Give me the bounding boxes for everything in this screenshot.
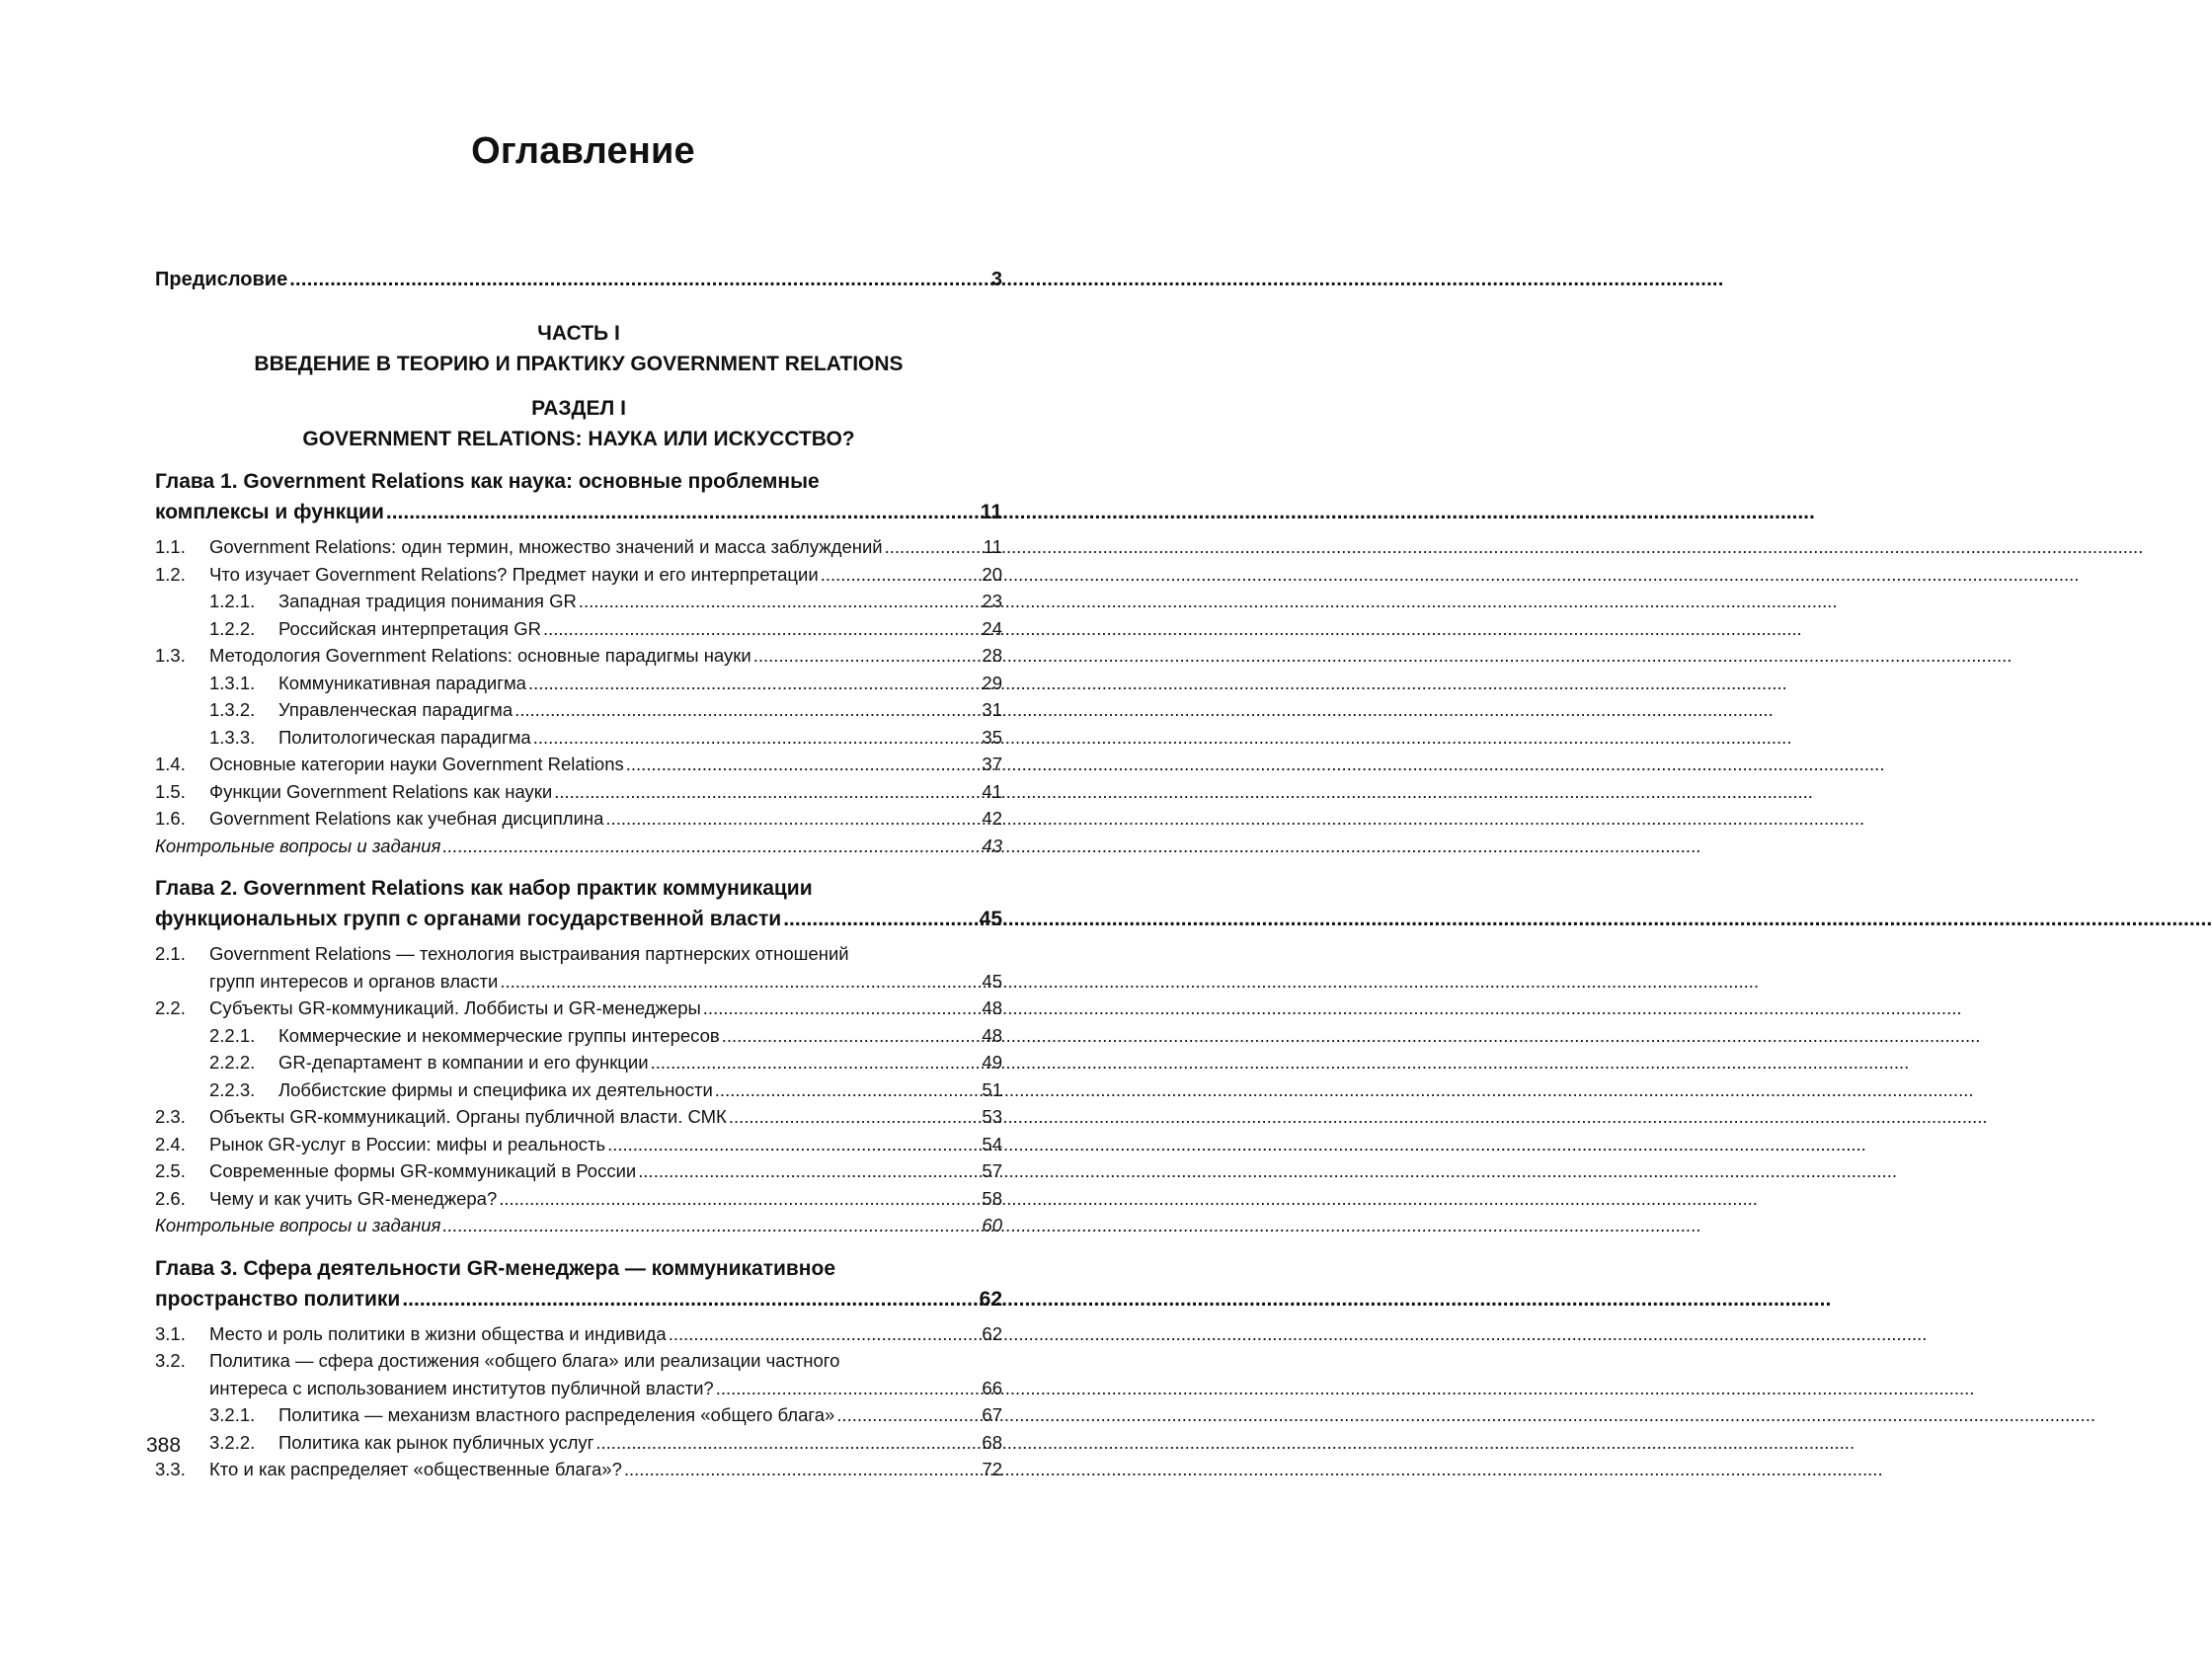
toc-entry-number: 1.6. [155,808,186,829]
toc-entry-title: Западная традиция понимания GR [278,591,577,611]
section-heading [155,393,1002,454]
chapter-title-line1: Глава 2. Government Relations как набор практик коммуникации [155,877,813,900]
toc-entry-title: Российская интерпретация GR [278,617,541,639]
toc-entry-number: 2.2.1. [209,1024,256,1046]
toc-entry-page: 48 [982,1024,1002,1046]
leader-dots [554,778,980,806]
toc-entry-number: 2.3. [155,1106,186,1127]
toc-entry-page: 11 [983,536,1002,557]
part-heading [155,318,1002,379]
leader-dots [528,670,980,697]
chapter-entries [155,1320,1002,1483]
toc-entry-title: Government Relations — технология выстраивания партнерских отношений [209,943,849,964]
toc-entry[interactable] [155,751,1002,778]
chapter-page: 62 [979,1287,1002,1311]
toc-entry-page: 72 [982,1459,1002,1479]
leader-dots [716,1375,981,1402]
toc-entry-title: Субъекты GR-коммуникаций. Лоббисты и GR-менеджеры [209,997,701,1018]
toc-entry-page: 62 [982,1322,1002,1344]
toc-entry-number: 2.1. [155,943,186,964]
toc-entry-title: Политологическая парадигма [278,726,531,748]
toc-entry-number: 3.1. [155,1322,186,1344]
section-label: РАЗДЕЛ I [531,397,626,420]
chapter-entries [155,533,1002,859]
toc-entry[interactable] [155,778,1002,806]
toc-entry-number: 2.6. [155,1187,186,1209]
toc-entry-page: 37 [982,754,1002,774]
chapter-heading[interactable] [155,1253,1002,1314]
toc-entry-title: Контрольные вопросы и задания [155,1215,441,1235]
toc-entry-number: 1.3. [155,645,186,666]
toc-entry-page: 42 [982,808,1002,829]
toc-subentry[interactable] [155,1401,1002,1429]
toc-entry-title: Контрольные вопросы и задания [155,835,441,856]
leader-dots [514,696,980,724]
toc-preface[interactable] [155,265,1002,294]
part-title: ВВЕДЕНИЕ В ТЕОРИЮ И ПРАКТИКУ GOVERNMENT RELATIONS [254,353,904,375]
chapter-page: 11 [980,501,1002,523]
toc-entry[interactable] [155,533,1002,561]
toc-entry-title: Лоббистские фирмы и специфика их деятельности [278,1078,713,1100]
toc-entry-page: 31 [982,699,1002,720]
toc-subentry[interactable] [155,1429,1002,1457]
toc-entry-number: 3.2.1. [209,1404,256,1425]
toc-entry-number: 1.2.1. [209,591,256,611]
toc-entry-page: 29 [982,672,1002,693]
toc-entry-title: Современные формы GR-коммуникаций в России [209,1160,637,1181]
toc-entry[interactable] [155,1185,1002,1213]
leader-dots [624,1456,981,1483]
toc-entry-number: 2.2.2. [209,1052,256,1073]
toc-entry[interactable] [155,1456,1002,1483]
toc-entry[interactable] [155,1347,1002,1401]
toc-entry-title: Место и роль политики в жизни общества и индивида [209,1322,667,1344]
leader-dots [722,1022,981,1050]
toc-entry-title: Управленческая парадигма [278,699,514,720]
leader-dots [836,1401,980,1429]
leader-dots [783,904,977,934]
toc-entry-page: 66 [982,1377,1002,1398]
toc-entry-title: Коммерческие и некоммерческие группы интересов [278,1024,720,1046]
toc-entry-title: Объекты GR-коммуникаций. Органы публичной власти. СМК [209,1106,727,1127]
toc-entry-number: 3.2. [155,1350,186,1371]
chapter-title-line2: комплексы и функции [155,501,384,523]
leader-dots [402,1284,977,1314]
toc-entry-number: 1.3.1. [209,672,256,693]
toc-entry-page: 43 [982,835,1002,856]
toc-entry-number: 1.3.2. [209,699,256,720]
toc-entry-title: Методология Government Relations: основные парадигмы науки [209,645,751,666]
table-of-contents [155,265,1002,1483]
toc-entry-page: 57 [982,1160,1002,1181]
toc-entry-title: Что изучает Government Relations? Предмет науки и его интерпретации [209,563,819,585]
toc-entry-title: Политика — сфера достижения «общего блага» или реализации частного [209,1350,840,1371]
toc-subentry[interactable] [155,696,1002,724]
toc-subentry[interactable] [155,724,1002,752]
section-title: GOVERNMENT RELATIONS: НАУКА ИЛИ ИСКУССТВО? [302,428,855,450]
toc-entry-page: 48 [982,997,1002,1018]
leader-dots [605,805,980,833]
toc-entry-title: Политика — механизм властного распределения «общего блага» [278,1404,835,1425]
leader-dots [533,724,981,752]
chapter-heading[interactable] [155,466,1002,527]
toc-subentry[interactable] [155,1076,1002,1104]
toc-entry[interactable] [155,995,1002,1022]
chapter-heading[interactable] [155,873,1002,934]
toc-entry[interactable] [155,1131,1002,1158]
leader-dots [607,1131,980,1158]
toc-entry-title: Чему и как учить GR-менеджера? [209,1187,498,1209]
toc-entry-title: Government Relations: один термин, множество значений и масса заблуждений [209,536,883,557]
toc-entry[interactable] [155,561,1002,589]
toc-entry-page: 68 [982,1431,1002,1453]
chapter-page: 45 [979,908,1002,930]
leader-dots [543,615,980,643]
leader-dots [715,1076,981,1104]
toc-review-questions[interactable] [155,1212,1002,1239]
leader-dots [821,561,981,589]
toc-entry-title: Политика как рынок публичных услуг [278,1431,594,1453]
toc-entry-page: 45 [982,970,1002,992]
toc-entry-title: Рынок GR-услуг в России: мифы и реальность [209,1133,606,1154]
toc-entry-page: 35 [982,726,1002,748]
toc-entry-page: 20 [982,563,1002,585]
toc-entry-number: 3.3. [155,1459,186,1479]
toc-subentry[interactable] [155,1022,1002,1050]
toc-entry-page: 24 [982,617,1002,639]
chapter-entries [155,940,1002,1239]
toc-entry-number: 2.4. [155,1133,186,1154]
chapter-title-line1: Глава 1. Government Relations как наука: основные проблемные [155,470,820,493]
leader-dots [703,995,981,1022]
toc-entry[interactable] [155,940,1002,995]
leader-dots [499,1185,980,1213]
toc-entry-number: 3.2.2. [209,1431,256,1453]
leader-dots [753,642,981,670]
leader-dots [595,1429,980,1457]
toc-entry-page: 49 [982,1052,1002,1073]
toc-entry-number: 1.5. [155,780,186,802]
toc-entry[interactable] [155,642,1002,670]
toc-entry-title-continued: групп интересов и органов власти [209,970,499,992]
toc-entry-page: 23 [982,591,1002,611]
page-title: Оглавление [471,130,695,172]
leader-dots [386,497,979,527]
toc-entry-page: 51 [982,1078,1002,1100]
toc-entry-number: 1.1. [155,536,186,557]
toc-entry-page: 28 [982,645,1002,666]
leader-dots [442,1212,980,1239]
toc-subentry[interactable] [155,615,1002,643]
toc-entry-page: 58 [982,1187,1002,1209]
chapter-title-line2: пространство политики [155,1287,401,1311]
toc-entry-page: 53 [982,1106,1002,1127]
chapter-title-line2: функциональных групп с органами государственной власти [155,908,782,930]
toc-subentry[interactable] [155,670,1002,697]
toc-review-questions[interactable] [155,833,1002,860]
toc-entry-title: Функции Government Relations как науки [209,780,553,802]
leader-dots [442,833,980,860]
toc-entry[interactable] [155,1157,1002,1185]
leader-dots [500,968,980,995]
toc-entry[interactable] [155,1320,1002,1348]
toc-entry-number: 1.2.2. [209,617,256,639]
toc-subentry[interactable] [155,588,1002,615]
toc-entry-title: Коммуникативная парадигма [278,672,526,693]
leader-dots [729,1103,981,1131]
toc-entry-title: Основные категории науки Government Relations [209,754,624,774]
toc-subentry[interactable] [155,1049,1002,1076]
toc-entry-number: 1.3.3. [209,726,256,748]
toc-entry-number: 2.5. [155,1160,186,1181]
toc-entry-page: 54 [982,1133,1002,1154]
leader-dots [289,265,989,294]
leader-dots [669,1320,981,1348]
leader-dots [579,588,981,615]
toc-entry-title: Government Relations как учебная дисциплина [209,808,604,829]
chapter-title-line1: Глава 3. Сфера деятельности GR-менеджера — коммуникативное [155,1256,836,1280]
leader-dots [651,1049,981,1076]
leader-dots [638,1157,980,1185]
toc-entry-title: Кто и как распределяет «общественные блага»? [209,1459,622,1479]
toc-entry-number: 2.2. [155,997,186,1018]
page-number: 388 [146,1434,182,1457]
toc-entry[interactable] [155,805,1002,833]
toc-entry-page: 67 [982,1404,1002,1425]
toc-entry-page: 60 [982,1215,1002,1235]
toc-entry-number: 1.2. [155,563,186,585]
part-label: ЧАСТЬ I [537,322,620,345]
toc-entry-number: 1.4. [155,754,186,774]
toc-entry-title-continued: интереса с использованием институтов публичной власти? [209,1377,714,1398]
toc-entry-page: 41 [982,780,1002,802]
toc-entry-number: 2.2.3. [209,1078,256,1100]
leader-dots [885,533,982,561]
toc-entry-title: GR-департамент в компании и его функции [278,1052,649,1073]
toc-entry-title: Предисловие [155,269,288,290]
toc-entry-page: 3 [990,269,1002,290]
toc-entry[interactable] [155,1103,1002,1131]
leader-dots [626,751,981,778]
